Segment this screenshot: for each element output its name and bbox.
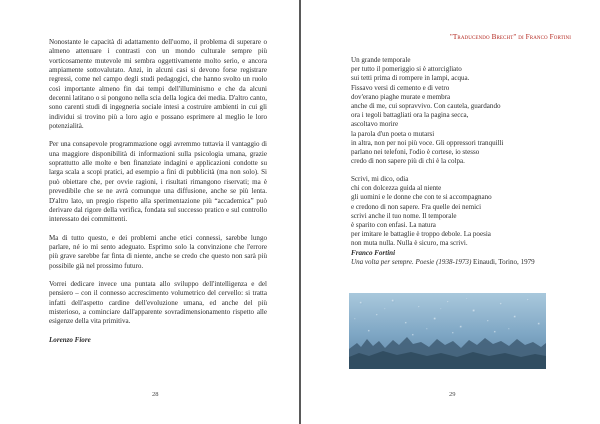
poem-line: non muta nulla. Nulla è sicuro, ma scrivi. <box>351 239 468 248</box>
poem-line: dov'erano piaghe murate e membra <box>351 92 451 101</box>
page-number-right: 29 <box>449 391 456 398</box>
paragraph: Nonostante le capacità di adattamento dell'uomo, il problema di superare o almeno attenuare i contrasti con un mondo culturale sempre più vorticosamente mutevole mi sembra oggettivamente molto serio, e ancora ampiamente sottovalutato. Anzi, in alcuni casi si devono forse registrare regressi, come nel campo degli studi pedagogici, che hanno svolto un ruolo così importante almeno fin dai tempi dell'illuminismo e che da alcuni decenni latitano o si pongono nella scia della logica dei media. D'altro canto, sono carenti studi di ingegneria sociale intesi a costruire ambienti in cui gli individui si trovino più a loro agio e possano esprimere al meglio le loro potenzialità. <box>49 38 267 131</box>
left-page-text <box>49 38 267 345</box>
poem-line: per imitare le battaglie è troppo debole. La poesia <box>351 230 491 239</box>
source-title: Una volta per sempre. Poesie (1938-1973) <box>351 257 472 266</box>
poem-line: chi con dolcezza guida al niente <box>351 184 442 193</box>
paragraph: Vorrei dedicare invece una puntata allo sviluppo dell'intelligenza e del pensiero – con il connesso accrescimento volumetrico del cervello: si tratta infatti dell'aspetto cardine dell'evoluzione umana, ed anche del più misterioso, a cominciare dall'apparente sovradimensionamento rispetto alle esigenze della vita primitiva. <box>49 279 267 326</box>
poem-line: Scrivi, mi dico, odia <box>351 174 409 183</box>
poem-line: la parola d'un poeta o mutarsi <box>351 129 435 138</box>
poem-line: gli uomini e le donne che con te si accompagnano <box>351 193 492 202</box>
poem-line: e credono di non sapere. Fra quelle dei nemici <box>351 202 482 211</box>
rain-window-image <box>349 293 546 369</box>
poem-line: credo di non sapere più di chi è la colpa. <box>351 157 465 166</box>
right-page <box>301 0 600 424</box>
poem-line: sui tetti prima di rompere in lampi, acqua. <box>351 74 470 83</box>
poem-stanza-2 <box>351 175 581 267</box>
paragraph: Ma di tutto questo, e dei problemi anche etici connessi, sarebbe lungo parlare, né io mi sento adeguato. Esprimo solo la convinzione che l'errore più grave sarebbe far finta di niente, anche se credo che questo non sarà più possibile già nel prossimo futuro. <box>49 233 267 270</box>
poem-stanza-1 <box>351 56 581 166</box>
running-head: "Traducendo Brecht" di Franco Fortini <box>449 33 571 41</box>
poem-line: per tutto il pomeriggio si è attorcigliato <box>351 65 462 74</box>
poem-line: in altra, non per noi più voce. Gli oppressori tranquilli <box>351 138 504 147</box>
poem <box>351 56 581 275</box>
poem-source <box>351 258 581 267</box>
paragraph: Per una consapevole programmazione oggi avremmo tuttavia il vantaggio di una maggiore disponibilità di informazioni sulla psicologia umana, grazie soprattutto alle molte e ben finanziate indagini e applicazioni condotte su larga scala a scopi pratici, ad esempio a fini di pubblicità (ma non solo). Si può obiettare che, per ovvie ragioni, i risultati rimangono riservati; ma è prevedibile che se ne avrà comunque una diffusione, anche se più lenta. D'altro lato, un pregio rispetto alla sperimentazione più “accademica” può derivare dal rigore della verifica, fondata sul successo pratico e sul controllo interessato dei committenti. <box>49 140 267 224</box>
source-publisher: Einaudi, Torino, 1979 <box>471 257 535 266</box>
poem-author: Franco Fortini <box>351 248 396 257</box>
poem-line: Un grande temporale <box>351 56 411 64</box>
page-number-left: 28 <box>152 391 159 398</box>
poem-line: anche di me, cui sopravvivo. Con cautela, guardando <box>351 102 501 111</box>
poem-line: ora i tegoli battagliati ora la pagina secca, <box>351 111 469 120</box>
poem-line: scrivi anche il tuo nome. Il temporale <box>351 211 457 220</box>
signature: Lorenzo Fiore <box>49 335 91 344</box>
poem-line: parlano nei telefoni, l'odio è cortese, io stesso <box>351 148 480 157</box>
poem-line: ascoltavo morire <box>351 120 399 129</box>
poem-line: Fissavo versi di cemento e di vetro <box>351 83 450 92</box>
rain-window-photo <box>349 293 546 369</box>
left-page <box>0 0 299 424</box>
poem-line: è sparito con enfasi. La natura <box>351 220 436 229</box>
